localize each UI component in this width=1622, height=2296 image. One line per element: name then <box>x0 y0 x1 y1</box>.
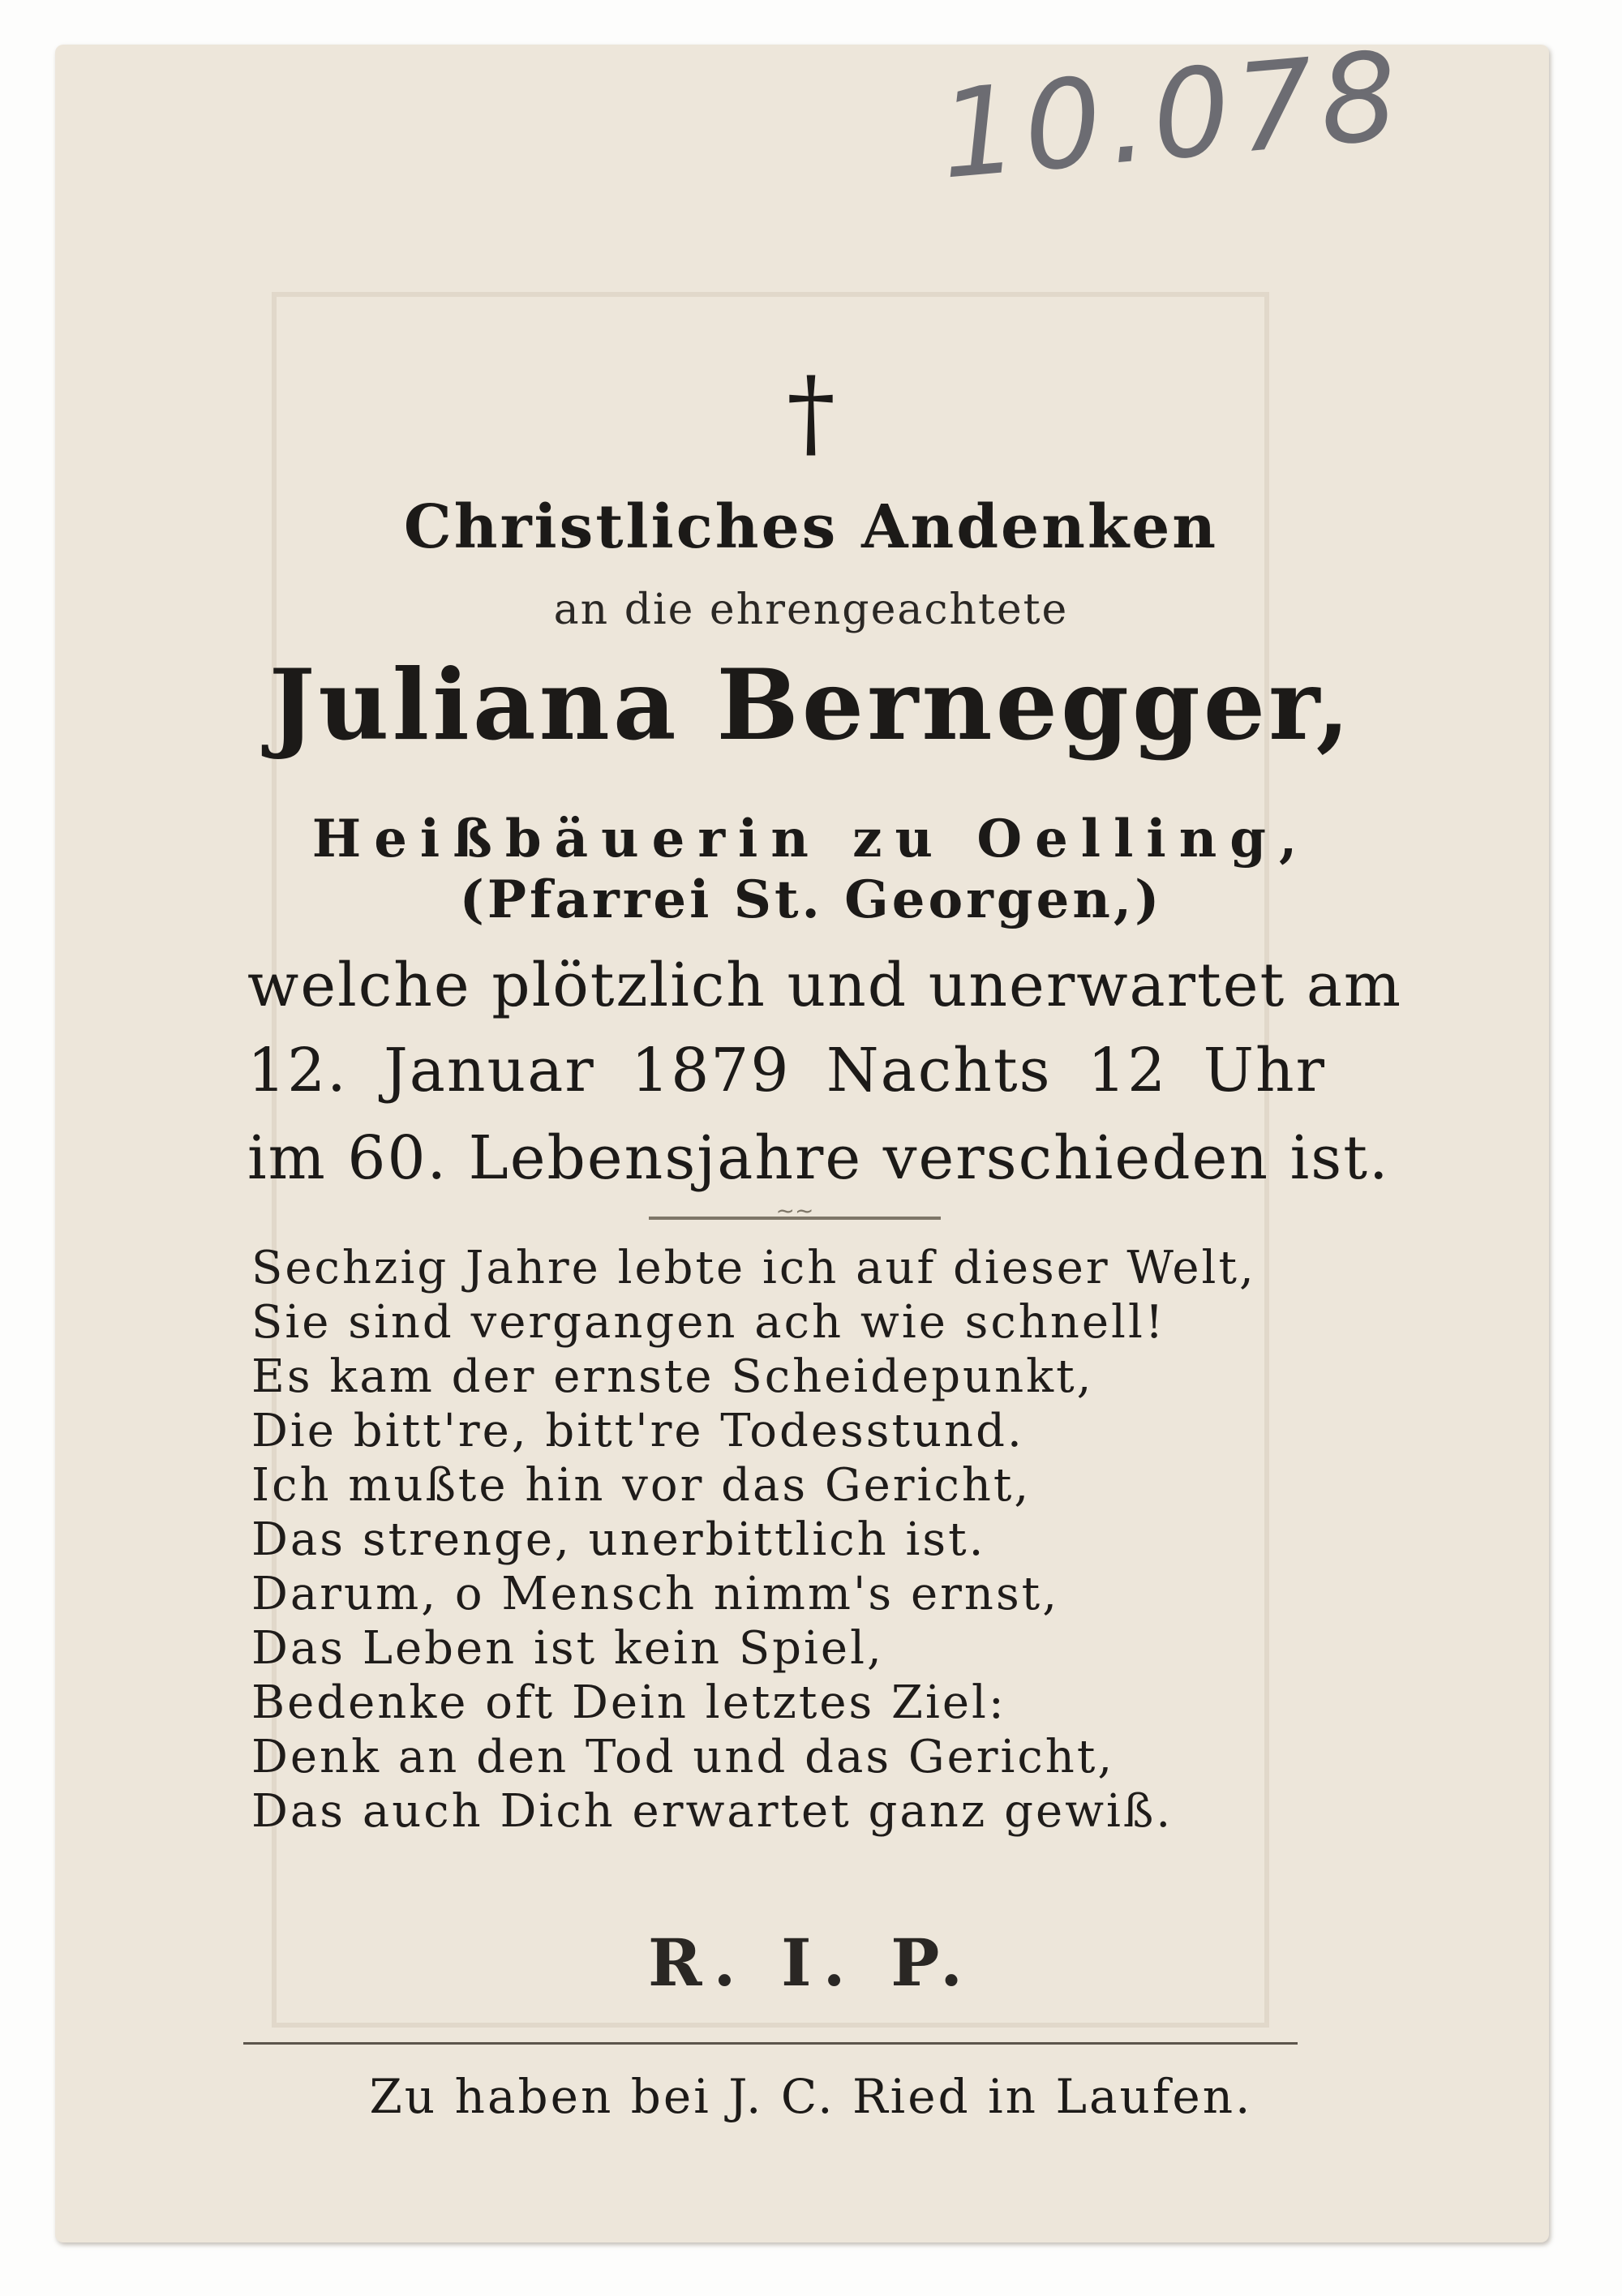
rip-closing: R. I. P. <box>647 1925 975 2001</box>
poem-line: Denk an den Tod und das Gericht, <box>251 1731 1115 1783</box>
card-heading: Christliches Andenken <box>403 492 1219 562</box>
poem-line: Ich mußte hin vor das Gericht, <box>251 1459 1032 1512</box>
memorial-poem <box>251 1241 1306 1890</box>
poem-line: Es kam der ernste Scheidepunkt, <box>251 1350 1094 1403</box>
poem-line: Sie sind vergangen ach wie schnell! <box>251 1296 1166 1349</box>
deceased-name: Juliana Bernegger, <box>268 648 1354 762</box>
handwritten-inventory-number: 10.078 <box>934 25 1410 207</box>
dedication-line: an die ehrengeachtete <box>553 586 1069 634</box>
poem-line: Das strenge, unerbittlich ist. <box>251 1513 986 1566</box>
publisher-line: Zu haben bei J. C. Ried in Laufen. <box>369 2069 1253 2124</box>
poem-line: Die bitt're, bitt're Todesstund. <box>251 1405 1024 1457</box>
footer-rule <box>243 2042 1298 2045</box>
occupation-line: Heißbäuerin zu Oelling, <box>311 809 1311 869</box>
divider-ornament: ~~ <box>775 1197 814 1224</box>
parish-line: (Pfarrei St. Georgen,) <box>459 869 1163 930</box>
poem-line: Sechzig Jahre lebte ich auf dieser Welt, <box>251 1242 1256 1294</box>
death-notice-line: 12. Januar 1879 Nachts 12 Uhr <box>247 1036 1326 1105</box>
poem-line: Bedenke oft Dein letztes Ziel: <box>251 1676 1006 1729</box>
cross-icon: † <box>787 357 835 470</box>
death-notice-line: welche plötzlich und unerwartet am <box>247 951 1403 1020</box>
poem-line: Das auch Dich erwartet ganz gewiß. <box>251 1785 1174 1838</box>
poem-line: Das Leben ist kein Spiel, <box>251 1622 884 1675</box>
death-notice-line: im 60. Lebensjahre verschieden ist. <box>247 1123 1390 1193</box>
poem-line: Darum, o Mensch nimm's ernst, <box>251 1568 1059 1620</box>
